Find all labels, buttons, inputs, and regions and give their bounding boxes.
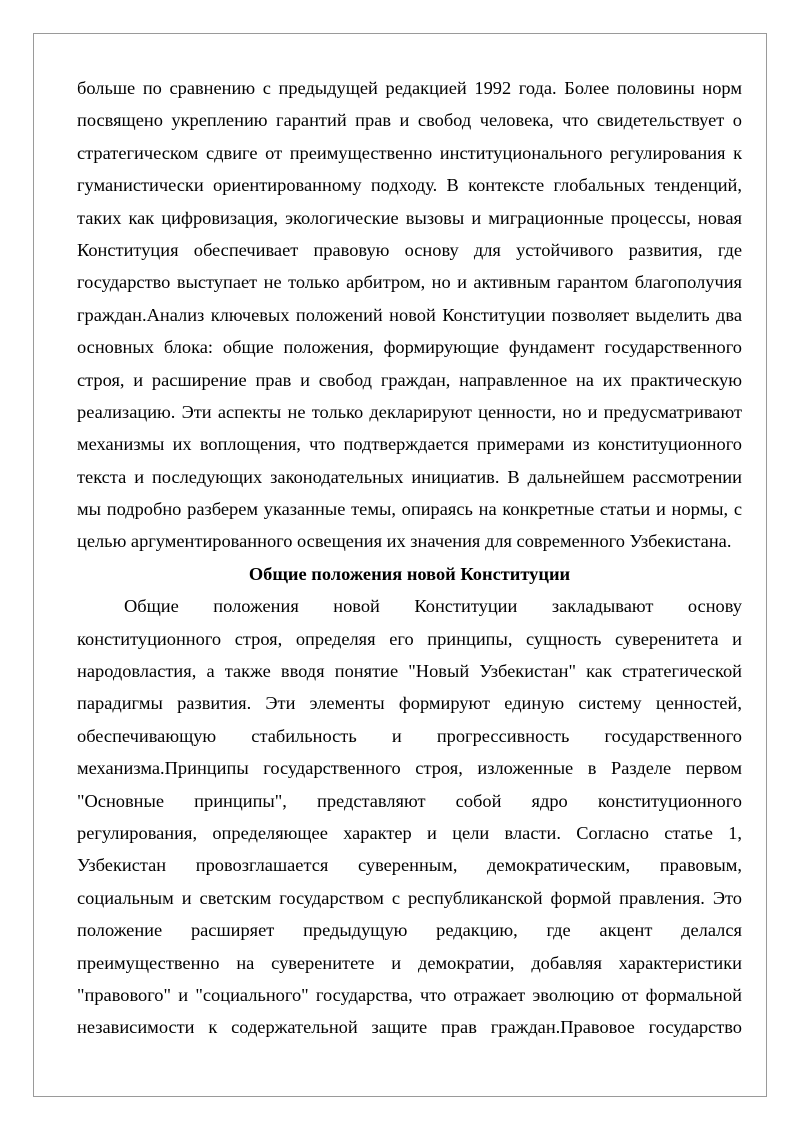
text-line: обеспечивающую стабильность и прогрессивность государственного: [77, 725, 742, 746]
text-line: стратегическом сдвиге от преимущественно институционального регулирования к: [77, 142, 742, 163]
text-line: основных блока: общие положения, формирующие фундамент государственного: [77, 337, 742, 358]
text-line: парадигмы развития. Эти элементы формируют единую систему ценностей,: [77, 693, 742, 714]
text-line: Узбекистан провозглашается суверенным, демократическим, правовым,: [77, 855, 742, 876]
text-line: строя, и расширение прав и свобод граждан, направленное на их практическую: [77, 369, 742, 390]
text-line: "Основные принципы", представляют собой ядро конституционного: [77, 790, 742, 811]
text-line: посвящено укреплению гарантий прав и свобод человека, что свидетельствует о: [77, 110, 742, 131]
text-line: таких как цифровизация, экологические вызовы и миграционные процессы, новая: [77, 207, 742, 228]
text-line: гуманистически ориентированному подходу. В контексте глобальных тенденций,: [77, 175, 742, 196]
text-line: мы подробно разберем указанные темы, опираясь на конкретные статьи и нормы, с: [77, 499, 742, 520]
section-heading: Общие положения новой Конституции: [248, 563, 571, 584]
text-line: социальным и светским государством с республиканской формой правления. Это: [77, 887, 742, 908]
text-line: "правового" и "социального" государства, что отражает эволюцию от формальной: [77, 984, 742, 1005]
text-line: народовластия, а также вводя понятие "Новый Узбекистан" как стратегической: [77, 661, 742, 682]
text-line: Конституция обеспечивает правовую основу для устойчивого развития, где: [77, 239, 742, 260]
text-line: положение расширяет предыдущую редакцию, где акцент делался: [77, 920, 742, 941]
text-line: граждан.Анализ ключевых положений новой Конституции позволяет выделить два: [77, 304, 742, 325]
text-line: Общие положения новой Конституции закладывают основу: [124, 596, 742, 617]
paragraph-2: [77, 590, 742, 1043]
text-line: механизма.Принципы государственного строя, изложенные в Разделе первом: [77, 758, 742, 779]
text-line: реализацию. Эти аспекты не только декларируют ценности, но и предусматривают: [77, 401, 742, 422]
paragraph-1: [77, 72, 742, 558]
text-line: конституционного строя, определяя его принципы, сущность суверенитета и: [77, 628, 742, 649]
text-line: независимости к содержательной защите прав граждан.Правовое государство: [77, 1017, 742, 1038]
text-line: целью аргументированного освещения их значения для современного Узбекистана.: [77, 531, 732, 552]
text-line: преимущественно на суверенитете и демократии, добавляя характеристики: [77, 952, 742, 973]
text-line: государство выступает не только арбитром, но и активным гарантом благополучия: [77, 272, 742, 293]
text-line: текста и последующих законодательных инициатив. В дальнейшем рассмотрении: [77, 466, 742, 487]
document-body: [77, 72, 742, 1044]
text-line: регулирования, определяющее характер и цели власти. Согласно статье 1,: [77, 822, 742, 843]
text-line: больше по сравнению с предыдущей редакцией 1992 года. Более половины норм: [77, 78, 742, 98]
text-line: механизмы их воплощения, что подтверждается примерами из конституционного: [77, 434, 742, 455]
